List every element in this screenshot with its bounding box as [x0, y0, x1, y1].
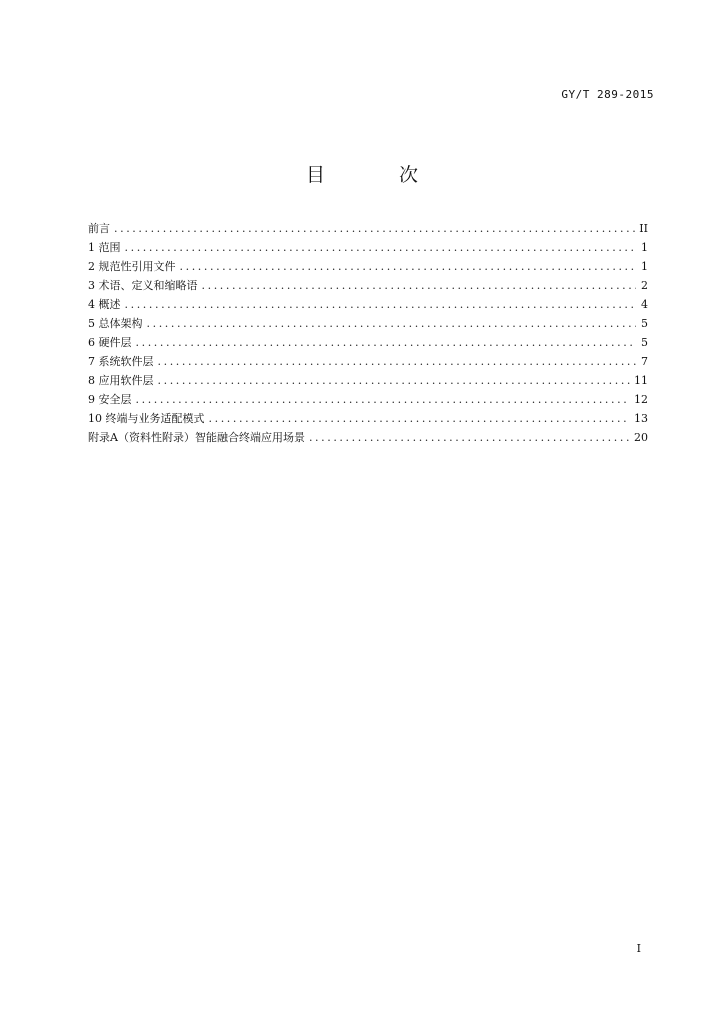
toc-item-label: 2 规范性引用文件: [88, 260, 176, 273]
toc-item-label: 1 范围: [88, 241, 121, 254]
page-number: I: [636, 942, 641, 955]
toc-item-page: 11: [634, 374, 648, 387]
toc-item-label: 9 安全层: [88, 393, 132, 406]
toc-item-label: 8 应用软件层: [88, 374, 154, 387]
toc-item-overview[interactable]: [88, 295, 648, 314]
toc-item-adaptation-modes[interactable]: [88, 409, 648, 428]
toc-item-scope[interactable]: [88, 238, 648, 257]
toc-item-label: 3 术语、定义和缩略语: [88, 279, 198, 292]
toc-item-label: 6 硬件层: [88, 336, 132, 349]
toc-item-page: 1: [641, 241, 648, 254]
toc-leader-dots: [136, 333, 637, 352]
toc-item-appendix-a[interactable]: [88, 428, 648, 447]
toc-item-page: 5: [641, 336, 648, 349]
toc-leader-dots: [309, 428, 630, 447]
toc-leader-dots: [125, 295, 637, 314]
toc-item-page: 5: [641, 317, 648, 330]
toc-item-page: 20: [634, 431, 648, 444]
toc-item-normative-references[interactable]: [88, 257, 648, 276]
toc-item-label: 10 终端与业务适配模式: [88, 412, 205, 425]
toc-item-system-software-layer[interactable]: [88, 352, 648, 371]
toc-item-page: 7: [641, 355, 648, 368]
toc-item-label: 附录A（资料性附录）智能融合终端应用场景: [88, 431, 305, 444]
toc-item-label: 7 系统软件层: [88, 355, 154, 368]
toc-item-page: 1: [641, 260, 648, 273]
table-of-contents: [88, 219, 648, 447]
standard-code: GY/T 289-2015: [561, 88, 654, 101]
toc-leader-dots: [114, 219, 635, 238]
toc-item-foreword[interactable]: [88, 219, 648, 238]
toc-leader-dots: [209, 409, 631, 428]
toc-item-page: 12: [634, 393, 648, 406]
toc-leader-dots: [158, 371, 631, 390]
toc-item-label: 5 总体架构: [88, 317, 143, 330]
toc-item-hardware-layer[interactable]: [88, 333, 648, 352]
toc-leader-dots: [202, 276, 637, 295]
toc-leader-dots: [158, 352, 637, 371]
toc-item-page: 4: [641, 298, 648, 311]
toc-item-architecture[interactable]: [88, 314, 648, 333]
toc-item-label: 前言: [88, 222, 110, 235]
toc-item-label: 4 概述: [88, 298, 121, 311]
page-title: 目 次: [305, 164, 453, 186]
toc-item-page: 2: [641, 279, 648, 292]
toc-item-terms[interactable]: [88, 276, 648, 295]
toc-leader-dots: [125, 238, 637, 257]
toc-leader-dots: [147, 314, 637, 333]
toc-leader-dots: [136, 390, 631, 409]
toc-item-application-software-layer[interactable]: [88, 371, 648, 390]
toc-item-page: 13: [634, 412, 648, 425]
toc-leader-dots: [180, 257, 637, 276]
toc-item-security-layer[interactable]: [88, 390, 648, 409]
toc-item-page: II: [639, 222, 648, 235]
